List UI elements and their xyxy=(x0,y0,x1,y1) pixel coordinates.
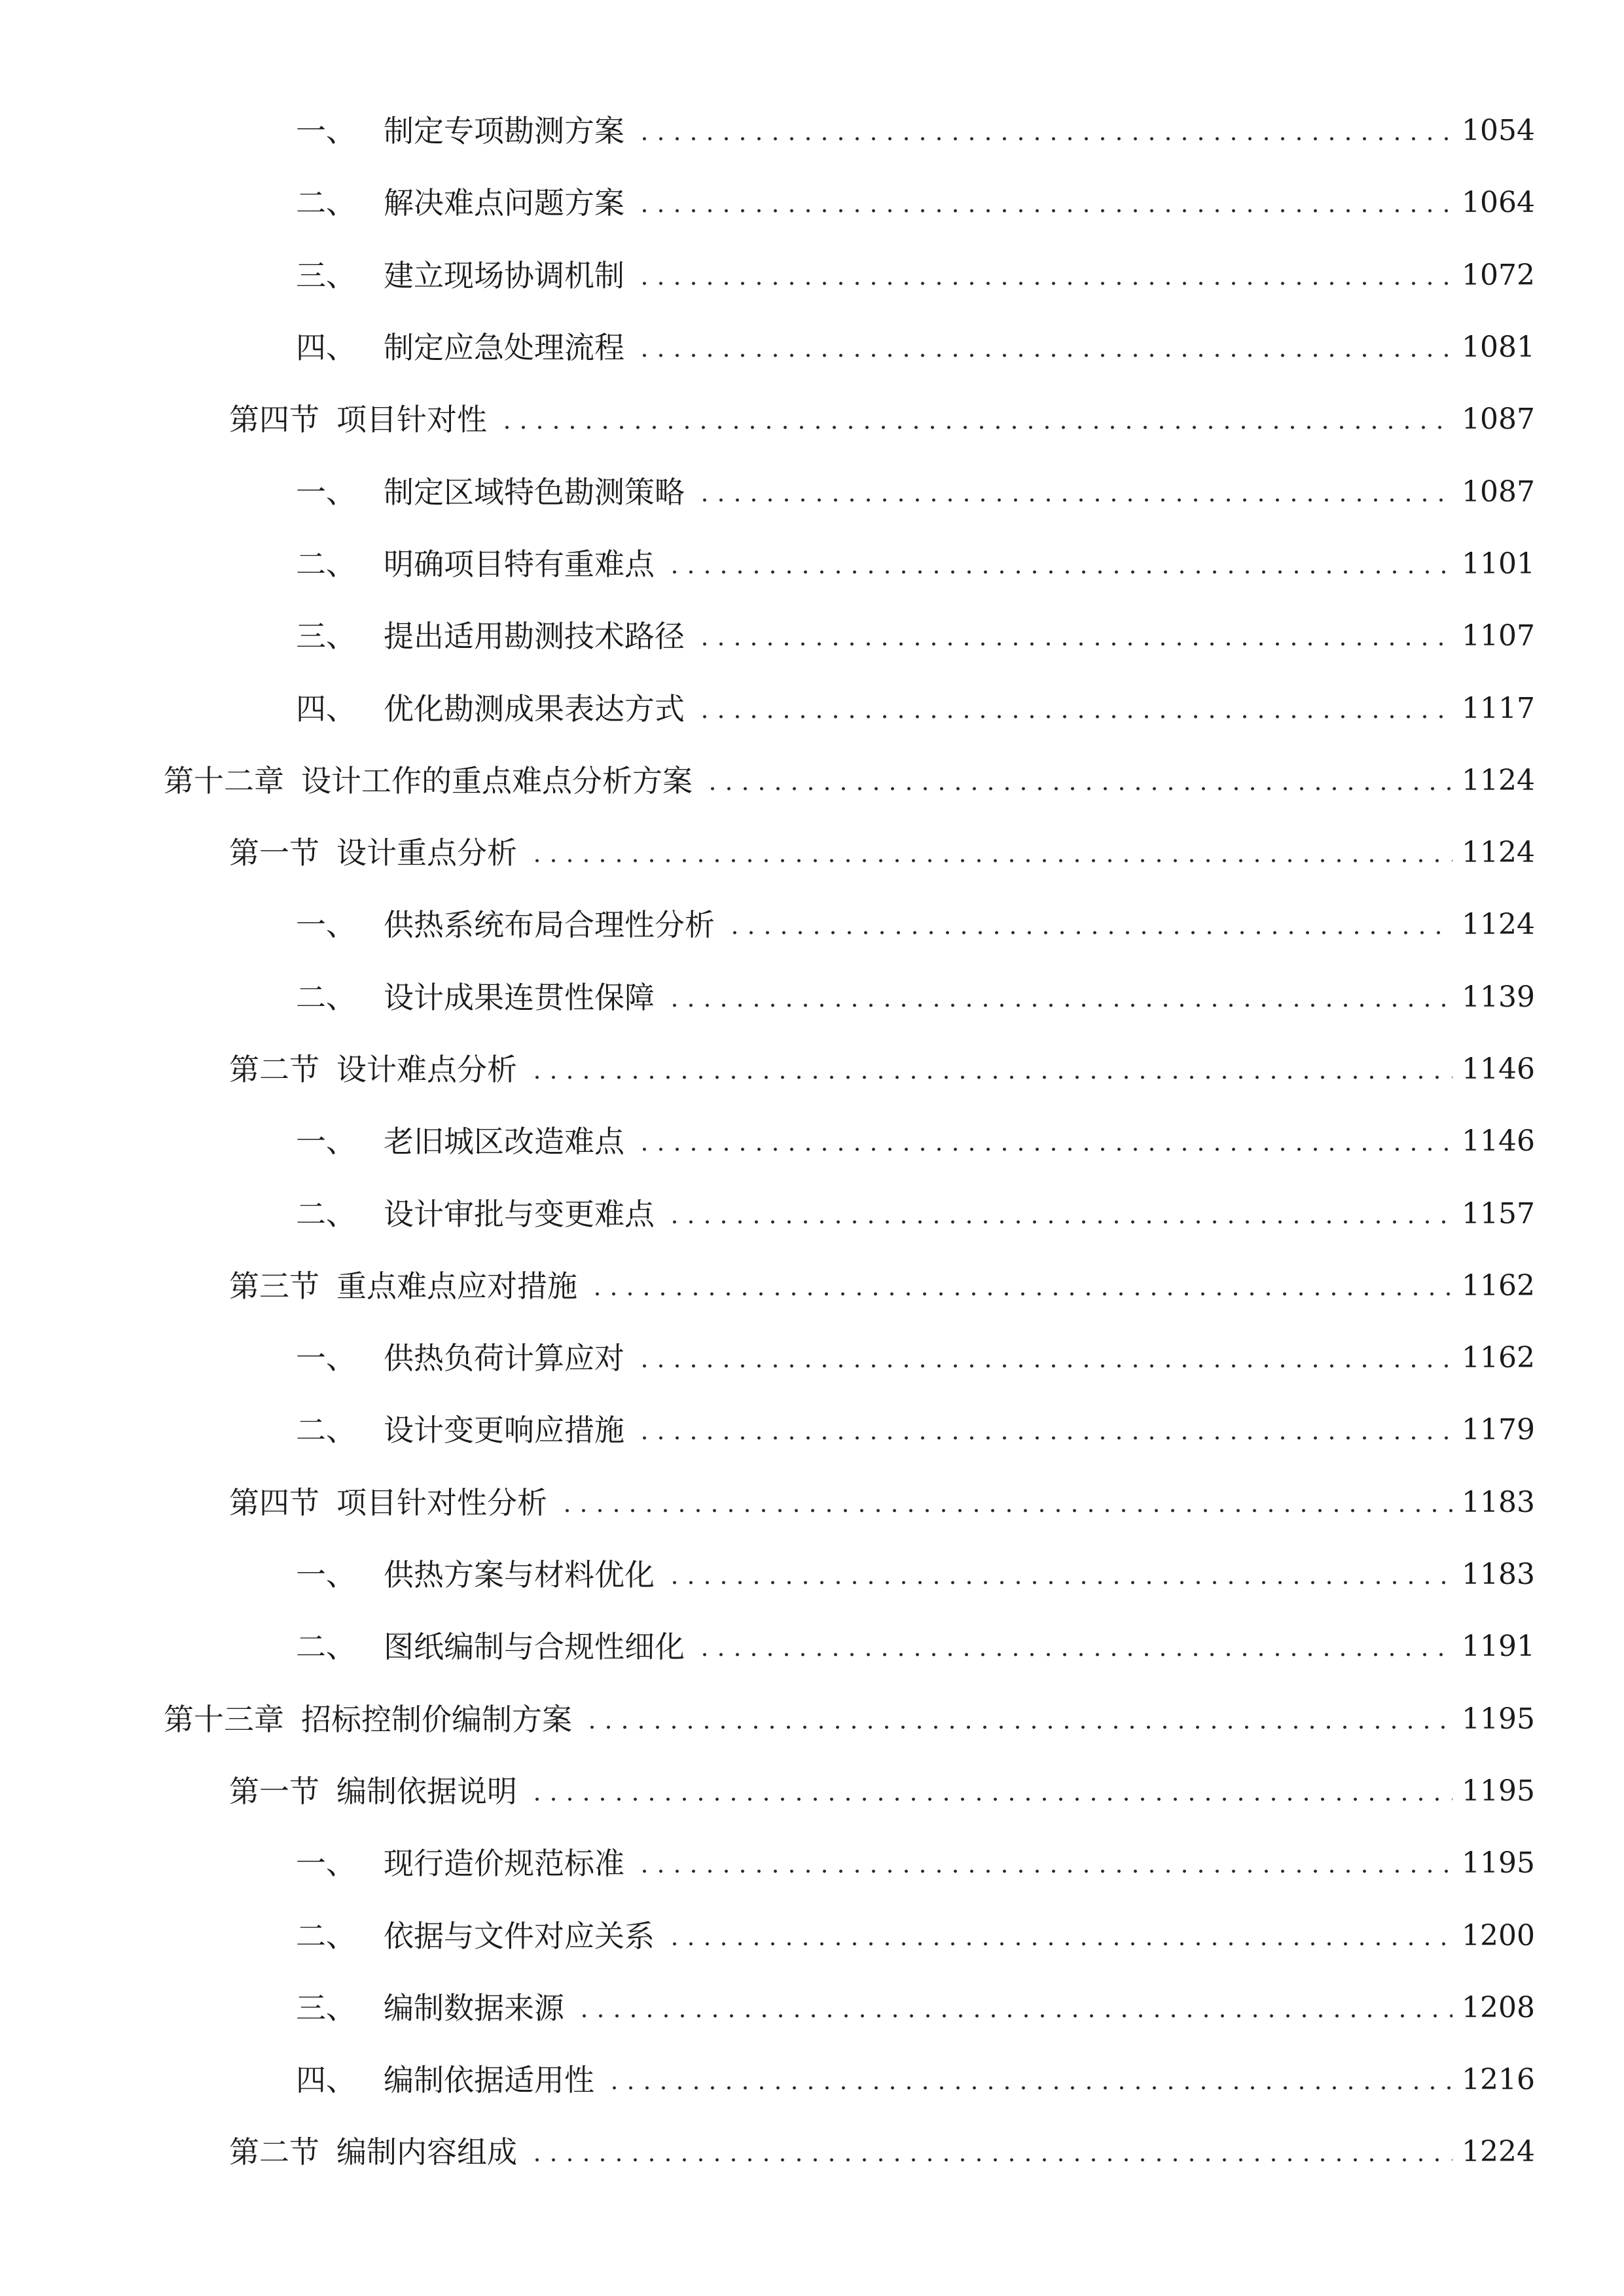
toc-page-number: 1124 xyxy=(1462,908,1535,942)
toc-entry-number: 第四节 xyxy=(229,1484,319,1520)
toc-dot-leader xyxy=(636,281,1453,286)
toc-dot-leader xyxy=(636,1147,1453,1152)
toc-entry-title: 建立现场协调机制 xyxy=(384,257,624,293)
toc-page-number: 1179 xyxy=(1462,1413,1535,1447)
toc-dot-leader xyxy=(636,353,1453,358)
toc-entry-title: 编制依据适用性 xyxy=(384,2062,594,2098)
toc-entry[interactable] xyxy=(0,889,1624,961)
toc-dot-leader xyxy=(666,1219,1453,1225)
toc-entry-number: 第二节 xyxy=(229,1052,319,1087)
toc-page-number: 1195 xyxy=(1462,1774,1535,1808)
toc-entry-title: 编制内容组成 xyxy=(336,2134,517,2170)
toc-entry-title: 现行造价规范标准 xyxy=(384,1846,624,1882)
toc-entry-number: 四、 xyxy=(296,691,356,726)
toc-entry-title: 项目针对性分析 xyxy=(336,1484,547,1520)
toc-entry[interactable] xyxy=(0,1322,1624,1394)
toc-page-number: 1208 xyxy=(1462,1990,1535,2024)
toc-entry-number: 一、 xyxy=(296,1557,356,1593)
toc-page-number: 1183 xyxy=(1462,1485,1535,1519)
toc-entry-title: 制定专项勘测方案 xyxy=(384,113,624,149)
toc-entry-number: 第十三章 xyxy=(164,1701,284,1737)
toc-page-number: 1224 xyxy=(1462,2135,1535,2169)
toc-page-number: 1072 xyxy=(1462,258,1535,292)
toc-entry[interactable] xyxy=(0,745,1624,817)
toc-entry-number: 一、 xyxy=(296,113,356,149)
toc-dot-leader xyxy=(666,1003,1453,1008)
toc-page-number: 1064 xyxy=(1462,186,1535,220)
toc-entry[interactable] xyxy=(0,2116,1624,2188)
toc-page-number: 1216 xyxy=(1462,2063,1535,2097)
toc-dot-leader xyxy=(529,858,1453,863)
toc-dot-leader xyxy=(636,1869,1453,1874)
toc-entry[interactable] xyxy=(0,1972,1624,2044)
toc-entry-number: 四、 xyxy=(296,330,356,366)
toc-page-number: 1183 xyxy=(1462,1558,1535,1592)
toc-dot-leader xyxy=(589,1291,1453,1297)
toc-entry-title: 优化勘测成果表达方式 xyxy=(384,691,685,726)
toc-entry-number: 三、 xyxy=(296,1990,356,2026)
toc-page-number: 1087 xyxy=(1462,475,1535,509)
toc-entry-number: 一、 xyxy=(296,1846,356,1882)
toc-entry[interactable] xyxy=(0,312,1624,384)
toc-page-number: 1054 xyxy=(1462,114,1535,148)
toc-entry-number: 二、 xyxy=(296,546,356,582)
toc-page-number: 1157 xyxy=(1462,1196,1535,1230)
toc-page-number: 1146 xyxy=(1462,1124,1535,1158)
toc-entry[interactable] xyxy=(0,1755,1624,1827)
toc-entry[interactable] xyxy=(0,1250,1624,1322)
toc-entry[interactable] xyxy=(0,817,1624,889)
toc-entry-number: 一、 xyxy=(296,907,356,943)
toc-dot-leader xyxy=(666,569,1453,575)
toc-entry-number: 四、 xyxy=(296,2062,356,2098)
toc-entry[interactable] xyxy=(0,1827,1624,1899)
toc-dot-leader xyxy=(727,930,1453,935)
toc-entry[interactable] xyxy=(0,961,1624,1033)
toc-entry-title: 制定应急处理流程 xyxy=(384,330,624,366)
toc-dot-leader xyxy=(606,2085,1453,2090)
toc-dot-leader xyxy=(636,136,1453,141)
toc-entry-number: 第一节 xyxy=(229,1773,319,1809)
toc-dot-leader xyxy=(636,1363,1453,1369)
toc-entry-title: 设计变更响应措施 xyxy=(384,1412,624,1448)
toc-entry[interactable] xyxy=(0,1033,1624,1105)
toc-entry[interactable] xyxy=(0,1899,1624,1971)
toc-entry-number: 二、 xyxy=(296,1629,356,1665)
toc-dot-leader xyxy=(704,786,1453,791)
toc-entry-title: 老旧城区改造难点 xyxy=(384,1124,624,1160)
toc-entry-number: 二、 xyxy=(296,979,356,1015)
toc-entry-number: 第二节 xyxy=(229,2134,319,2170)
toc-dot-leader xyxy=(636,1435,1453,1441)
toc-entry-number: 第三节 xyxy=(229,1268,319,1304)
toc-entry-number: 第一节 xyxy=(229,835,319,871)
toc-dot-leader xyxy=(696,641,1453,647)
toc-entry-title: 供热负荷计算应对 xyxy=(384,1340,624,1376)
toc-entry[interactable] xyxy=(0,1539,1624,1611)
toc-page-number: 1124 xyxy=(1462,763,1535,797)
toc-page-number: 1139 xyxy=(1462,980,1535,1014)
toc-entry-number: 三、 xyxy=(296,619,356,655)
toc-page-number: 1162 xyxy=(1462,1268,1535,1302)
toc-dot-leader xyxy=(559,1508,1453,1513)
toc-entry[interactable] xyxy=(0,1611,1624,1683)
toc-dot-leader xyxy=(696,1652,1453,1657)
toc-entry-title: 设计审批与变更难点 xyxy=(384,1196,655,1232)
toc-entry-title: 编制数据来源 xyxy=(384,1990,564,2026)
toc-entry[interactable] xyxy=(0,167,1624,239)
toc-page-number: 1101 xyxy=(1462,547,1535,581)
toc-entry-number: 第四节 xyxy=(229,402,319,438)
toc-dot-leader xyxy=(696,714,1453,719)
toc-entry-number: 一、 xyxy=(296,1340,356,1376)
toc-entry-title: 设计工作的重点难点分析方案 xyxy=(301,762,693,798)
toc-entry-title: 招标控制价编制方案 xyxy=(301,1701,572,1737)
toc-entry[interactable] xyxy=(0,240,1624,312)
toc-page-number: 1191 xyxy=(1462,1630,1535,1664)
toc-entry[interactable] xyxy=(0,528,1624,600)
toc-page-number: 1200 xyxy=(1462,1918,1535,1952)
toc-entry[interactable] xyxy=(0,95,1624,167)
toc-dot-leader xyxy=(666,1580,1453,1585)
toc-page-number: 1162 xyxy=(1462,1341,1535,1375)
toc-entry[interactable] xyxy=(0,384,1624,456)
toc-entry-number: 二、 xyxy=(296,1412,356,1448)
toc-entry-title: 供热方案与材料优化 xyxy=(384,1557,655,1593)
toc-entry[interactable] xyxy=(0,672,1624,744)
toc-entry-title: 设计难点分析 xyxy=(336,1052,517,1087)
toc-dot-leader xyxy=(666,1941,1453,1946)
toc-entry[interactable] xyxy=(0,2044,1624,2116)
toc-dot-leader xyxy=(636,208,1453,213)
toc-entry-title: 供热系统布局合理性分析 xyxy=(384,907,715,943)
toc-page-number: 1195 xyxy=(1462,1702,1535,1736)
toc-entry[interactable] xyxy=(0,1105,1624,1177)
toc-page-number: 1124 xyxy=(1462,836,1535,870)
toc-entry-number: 二、 xyxy=(296,1196,356,1232)
toc-entry[interactable] xyxy=(0,1683,1624,1755)
toc-entry-title: 图纸编制与合规性细化 xyxy=(384,1629,685,1665)
toc-page-number: 1087 xyxy=(1462,403,1535,437)
toc-entry-number: 二、 xyxy=(296,185,356,221)
toc-entry-title: 解决难点问题方案 xyxy=(384,185,624,221)
toc-page-number: 1195 xyxy=(1462,1846,1535,1880)
toc-dot-leader xyxy=(576,2013,1453,2018)
toc-entry-title: 明确项目特有重难点 xyxy=(384,546,655,582)
toc-page-number: 1146 xyxy=(1462,1052,1535,1086)
toc-page-number: 1081 xyxy=(1462,331,1535,365)
table-of-contents xyxy=(0,95,1624,2189)
toc-entry-title: 重点难点应对措施 xyxy=(336,1268,577,1304)
toc-entry-number: 第十二章 xyxy=(164,762,284,798)
toc-dot-leader xyxy=(529,1797,1453,1802)
toc-entry-title: 编制依据说明 xyxy=(336,1773,517,1809)
toc-entry-number: 三、 xyxy=(296,257,356,293)
toc-entry[interactable] xyxy=(0,1467,1624,1539)
toc-page-number: 1107 xyxy=(1462,619,1535,653)
toc-entry-title: 依据与文件对应关系 xyxy=(384,1918,655,1954)
toc-entry-title: 设计成果连贯性保障 xyxy=(384,979,655,1015)
toc-page-number: 1117 xyxy=(1462,691,1535,725)
toc-entry-title: 设计重点分析 xyxy=(336,835,517,871)
toc-entry[interactable] xyxy=(0,456,1624,528)
toc-entry-title: 制定区域特色勘测策略 xyxy=(384,474,685,510)
toc-entry-number: 一、 xyxy=(296,1124,356,1160)
toc-dot-leader xyxy=(499,425,1453,430)
toc-entry[interactable] xyxy=(0,600,1624,672)
toc-entry-number: 二、 xyxy=(296,1918,356,1954)
toc-entry-title: 项目针对性 xyxy=(336,402,487,438)
toc-entry[interactable] xyxy=(0,1177,1624,1249)
toc-entry[interactable] xyxy=(0,1394,1624,1466)
toc-entry-title: 提出适用勘测技术路径 xyxy=(384,619,685,655)
toc-entry-number: 一、 xyxy=(296,474,356,510)
toc-dot-leader xyxy=(696,497,1453,503)
toc-dot-leader xyxy=(529,2157,1453,2162)
toc-dot-leader xyxy=(584,1725,1453,1730)
toc-dot-leader xyxy=(529,1075,1453,1080)
